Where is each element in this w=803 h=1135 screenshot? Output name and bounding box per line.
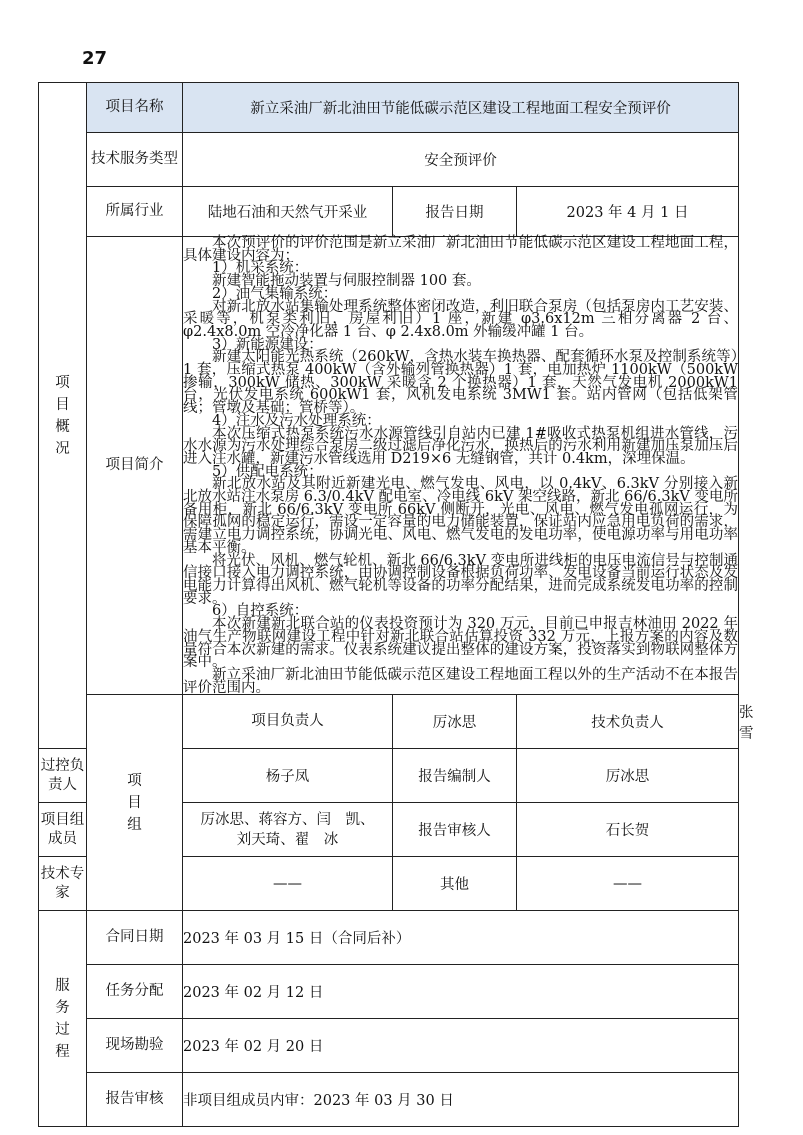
brief-paragraph: 新北放水站及其附近新建光电、燃气发电、风电，以 0.4kV、6.3kV 分别接入新北放水站注水泵房 6.3/0.4kV 配电室、冷电线 6kV 架空线路，新北 66/6.3kV 变电所备用柜，新北 66/6.3kV 变电所 66kV 侧断开，光电、风电、燃气发电孤网运行，为保障孤网的稳定运行，需设一定容量的电力储能装置，保证站内应急用电负荷的需求，需建立电力调控系统，协调光电、风电、燃气发电的发电功率，使电源功率与用电功率基本平衡。 [183, 476, 738, 556]
tech-expert-value: —— [183, 857, 393, 911]
process-control-value: 杨子凤 [183, 749, 393, 803]
tech-expert-label: 技术专家 [39, 857, 87, 911]
brief-paragraph: 1）机采系统： [212, 260, 309, 277]
brief-paragraph: 新建智能拖动装置与伺服控制器 100 套。 [212, 273, 481, 290]
other-value: —— [517, 857, 739, 911]
brief-paragraph: 4）注水及污水处理系统： [212, 412, 381, 429]
project-leader-label: 项目负责人 [183, 695, 393, 749]
brief-paragraph: 5）供配电系统： [212, 463, 323, 480]
process-control-label: 过控负责人 [39, 749, 87, 803]
page-number: 27 [82, 48, 108, 69]
team-members-line: 刘天琦、翟 冰 [236, 831, 339, 848]
project-brief-content [183, 237, 739, 695]
team-members-value [183, 803, 393, 857]
report-compiler-value: 厉冰思 [517, 749, 739, 803]
project-name-label: 项目名称 [87, 83, 183, 133]
contract-date-value: 2023 年 03 月 15 日（合同后补） [183, 911, 739, 965]
report-reviewer-label: 报告审核人 [393, 803, 517, 857]
brief-paragraph: 本次预评价的评价范围是新立采油厂新北油田节能低碳示范区建设工程地面工程，具体建设内容为： [183, 235, 738, 264]
report-date-label: 报告日期 [393, 187, 517, 237]
brief-paragraph: 3）新能源建设： [212, 336, 323, 353]
project-leader-value: 厉冰思 [393, 695, 517, 749]
contract-date-label: 合同日期 [87, 911, 183, 965]
industry-label: 所属行业 [87, 187, 183, 237]
brief-paragraph: 对新北放水站集输处理系统整体密闭改造，利旧联合泵房（包括泵房内工艺安装、采暖等，机泵类利旧，房屋利旧）1 座，新建 φ3.6x12m 三相分离器 2 台、φ2.4x8.0m 空冷净化器 1 台、φ 2.4x8.0m 外输缓冲罐 1 台。 [183, 298, 738, 340]
brief-paragraph: 将光伏、风机、燃气轮机、新北 66/6.3kV 变电所进线柜的电压电流信号与控制通信接口接入电力调控系统，由协调控制设备根据负荷功率、发电设备当前运行状态及发电能力计算得出风机、燃气轮机等设备的功率分配结果，进而完成系统发电功率的控制要求。 [183, 552, 738, 607]
site-survey-value: 2023 年 02 月 20 日 [183, 1019, 739, 1073]
task-assignment-value: 2023 年 02 月 12 日 [183, 965, 739, 1019]
report-compiler-label: 报告编制人 [393, 749, 517, 803]
report-review-label: 报告审核 [87, 1073, 183, 1127]
service-type-value: 安全预评价 [183, 133, 739, 187]
brief-paragraph: 6）自控系统： [212, 603, 309, 620]
brief-paragraph: 新建太阳能光热系统（260kW，含热水装车换热器、配套循环水泵及控制系统等）1 套，压缩式热泵 400kW（含外输列管换热器）1 套，电加热炉 1100kW（500kW 掺输，300kW 储热、300kW 采暖含 2 个换热器）1 套，天然气发电机 2000kW1 台，光伏发电系统 600kW1 套，风机发电系统 3MW1 套。站内管网（包括低架管线；管墩及基础；管桥等）。 [183, 349, 738, 417]
section-label-team: 项 目 组 [87, 695, 183, 911]
project-brief-label: 项目简介 [87, 237, 183, 695]
report-review-value: 非项目组成员内审：2023 年 03 月 30 日 [183, 1073, 739, 1127]
team-members-label: 项目组成员 [39, 803, 87, 857]
task-assignment-label: 任务分配 [87, 965, 183, 1019]
section-label-overview: 项 目 概 况 [39, 83, 87, 749]
site-survey-label: 现场勘验 [87, 1019, 183, 1073]
tech-leader-label: 技术负责人 [517, 695, 739, 749]
brief-paragraph: 新立采油厂新北油田节能低碳示范区建设工程地面工程以外的生产活动不在本报告评价范围内。 [183, 666, 738, 696]
industry-value: 陆地石油和天然气开采业 [183, 187, 393, 237]
brief-paragraph: 2）油气集输系统： [212, 285, 338, 302]
brief-paragraph: 本次新建新北联合站的仪表投资预计为 320 万元，目前已申报吉林油田 2022 年油气生产物联网建设工程中针对新北联合站估算投资 332 万元，上报方案的内容及数量符合本次新建的需求。仪表系统建议提出整体的建设方案，投资落实到物联网整体方案中。 [183, 616, 738, 671]
service-type-label: 技术服务类型 [87, 133, 183, 187]
team-members-line: 厉冰思、蒋容方、闫 凯、 [200, 811, 375, 828]
project-name-value: 新立采油厂新北油田节能低碳示范区建设工程地面工程安全预评价 [183, 83, 739, 133]
section-label-process: 服 务 过 程 [39, 911, 87, 1127]
brief-paragraph: 本次压缩式热泵系统污水水源管线引自站内已建 1#吸收式热泵机组进水管线，污水水源为污水处理综合泵房二级过滤后净化污水，换热后的污水利用新建加压泵加压后进入注水罐，新建污水管线选用 D219×6 无缝钢管，共计 0.4km，深埋保温。 [183, 425, 738, 467]
project-record-table: 项 目 概 况 项目名称 新立采油厂新北油田节能低碳示范区建设工程地面工程安全预评价 技术服务类型 安全预评价 所属行业 陆地石油和天然气开采业 报告日期 2023 年 4 月 1 日 项目简介 本次预评价的评价范围是新立采油厂新北油田节能低碳示范区建设工程地面工程，具体建设内容为： 1）机采系统： 新建智能拖动装置与伺服控制器 100 套。 2）油气集输系统： 对新北放水站集输处理系统整体密闭改造，利旧联合泵房（包括泵房内工艺安装、采暖等，机泵类利旧，房屋利旧）1 座，新建 φ3.6x12m 三相分离器 2 台、φ2.4x8.0m 空冷净化器 1 台、φ 2.4x8.0m 外输缓冲罐 1 台。 3）新能源建设： 新建太阳能光热系统（260kW，含热水装车换热器、配套循环水泵及控制系统等）1 套，压缩式热泵 400kW（含外输列管换热器）1 套，电加热炉 1100kW（500kW 掺输，300kW 储热、300kW 采暖含 2 个换热器）1 套，天然气发电机 2000kW1 台，光伏发电系统 600kW1 套，风机发电系统 3MW1 套。站内管网（包括低架管线；管墩及基础；管桥等）。 4）注水及污水处理系统： 本次压缩式热泵系统污水水源管线引自站内已建 1#吸收式热泵机组进水管线，污水水源为污水处理综合泵房二级过滤后净化污水，换热后的污水利用新建加压泵加压后进入注水罐，新建污水管线选用 D219×6 无缝钢管，共计 0.4km，深埋保温。 5）供配电系统： 新北放水站及其附近新建光电、燃气发电、风电，以 0.4kV、6.3kV 分别接入新北放水站注水泵房 6.3/0.4kV 配电室、冷电线 6kV 架空线路，新北 66/6.3kV 变电所备用柜，新北 66/6.3kV 变电所 66kV 侧断开，光电、风电、燃气发电孤网运行，为保障孤网的稳定运行，需设一定容量的电力储能装置，保证站内应急用电负荷的需求，需建立电力调控系统，协调光电、风电、燃气发电的发电功率，使电源功率与用电功率基本平衡。 将光伏、风机、燃气轮机、新北 66/6.3kV 变电所进线柜的电压电流信号与控制通信接口接入电力调控系统，由协调控制设备根据负荷功率、发电设备当前运行状态及发电能力计算得出风机、燃气轮机等设备的功率分配结果，进而完成系统发电功率的控制要求。 6）自控系统： 本次新建新北联合站的仪表投资预计为 320 万元，目前已申报吉林油田 2022 年油气生产物联网建设工程中针对新北联合站估算投资 332 万元，上报方案的内容及数量符合本次新建的需求。仪表系统建议提出整体的建设方案，投资落实到物联网整体方案中。 新立采油厂新北油田节能低碳示范区建设工程地面工程以外的生产活动不在本报告评价范围内。 项 目 组 项目负责人 厉冰思 技术负责人 张 雪 过控负责人 杨子凤 报告编制人 厉冰思 项目组成员 厉冰思、蒋容方、闫 凯、 刘天琦、翟 冰 报告审核人 石长贺 技术专家 —— 其他 —— 服 务 过 程 合同日期 2023 年 03 月 15 日（合同后补） 任务分配 2023 年 02 月 12 日 现场勘验 2023 年 02 月 20 日 报告审核 非项目组成员内审：2023 年 03 月 30 日 [38, 82, 739, 1127]
other-label: 其他 [393, 857, 517, 911]
report-date-value: 2023 年 4 月 1 日 [517, 187, 739, 237]
report-reviewer-value: 石长贺 [517, 803, 739, 857]
